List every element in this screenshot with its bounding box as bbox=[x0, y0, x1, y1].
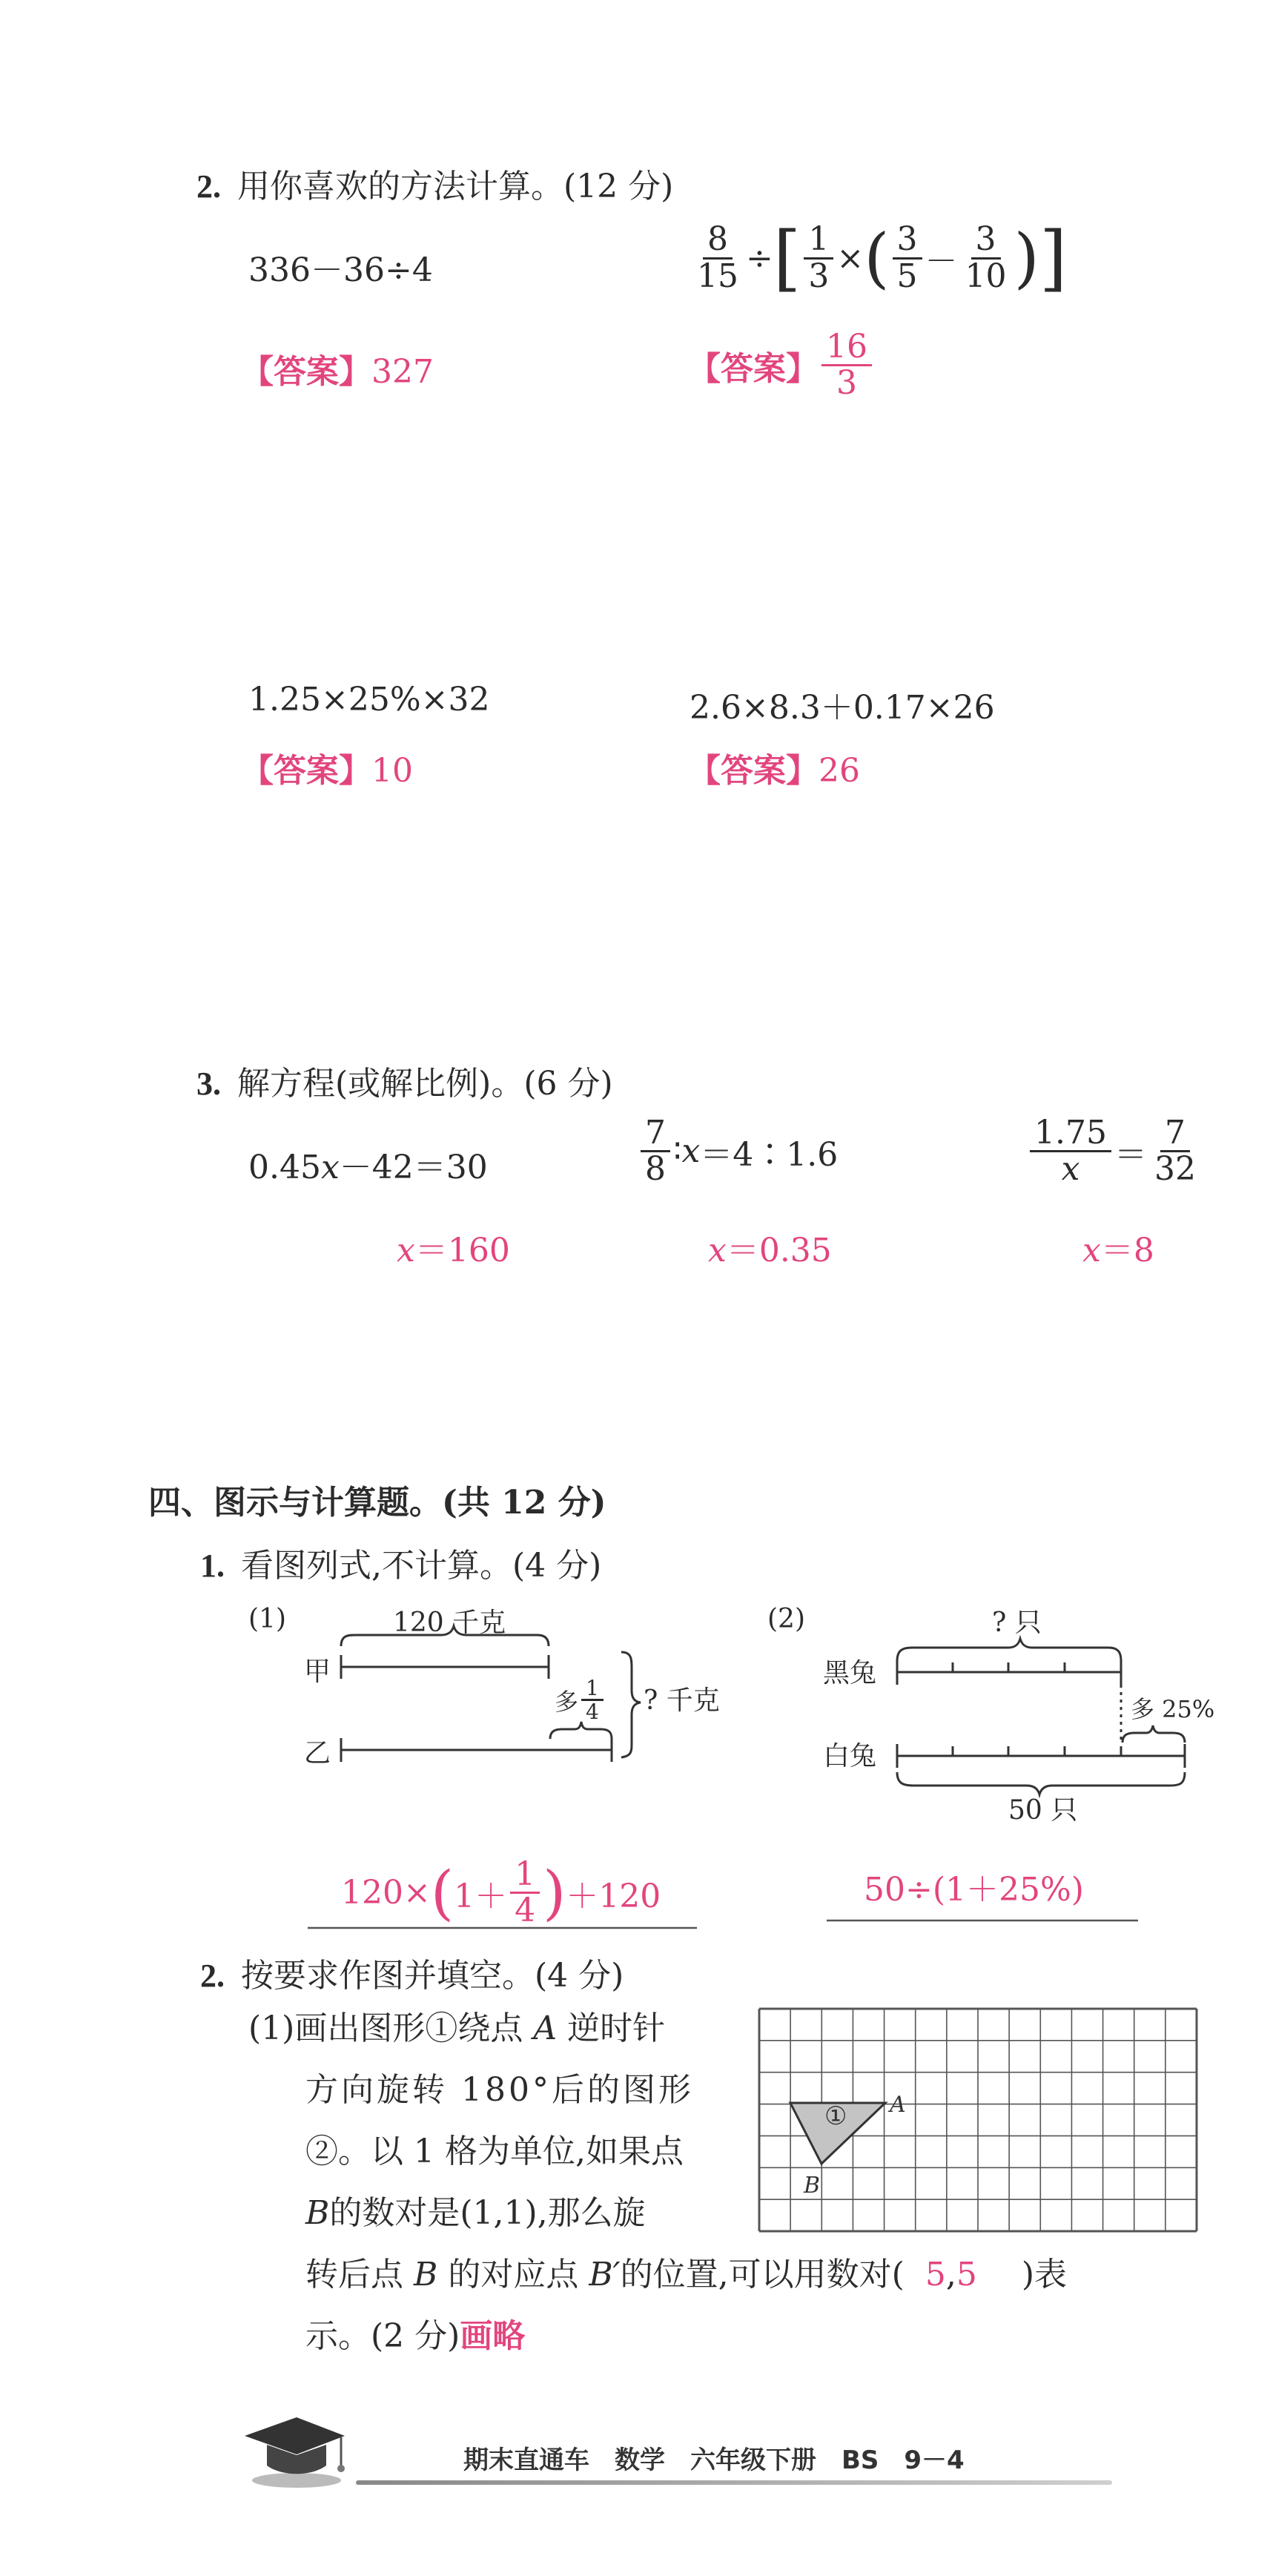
diagram1-row2-label: 乙 bbox=[304, 1738, 331, 1768]
diagram1-answer bbox=[341, 1857, 661, 1928]
eq-part: ∶ bbox=[673, 1132, 682, 1171]
diagram1-top-label: 120 千克 bbox=[393, 1608, 506, 1638]
denominator: 10 bbox=[965, 257, 1007, 295]
brace-total bbox=[621, 1652, 641, 1757]
diagram2-more-label: 多 25% bbox=[1131, 1695, 1215, 1723]
right-bracket: ] bbox=[1039, 217, 1068, 300]
answer-value: 26 bbox=[819, 752, 860, 790]
answer-label: 【答案】 bbox=[241, 353, 371, 391]
diagram2-row1-label: 黑兔 bbox=[823, 1658, 877, 1688]
numerator: 7 bbox=[1160, 1116, 1190, 1152]
paren-close: ) bbox=[543, 1857, 566, 1927]
text: 逆时针 bbox=[567, 2009, 666, 2047]
diagram1-total-label: ? 千克 bbox=[644, 1685, 720, 1716]
more-prefix: 多 bbox=[555, 1687, 579, 1716]
numerator: 16 bbox=[821, 330, 872, 366]
s4q2-line5 bbox=[305, 2245, 1067, 2305]
shape-1-label: ① bbox=[824, 2101, 847, 2131]
diagram2-label: (2) bbox=[767, 1604, 805, 1634]
operator: － bbox=[925, 242, 958, 280]
eq-part: ＝ bbox=[1114, 1135, 1147, 1174]
numerator: 3 bbox=[893, 222, 922, 259]
s4q2-number: 2. bbox=[200, 1958, 225, 1994]
text: 示。(2 分) bbox=[305, 2317, 460, 2355]
point-A: A bbox=[533, 2009, 558, 2047]
s4q2-line2: 方向旋转 180°后的图形 bbox=[305, 2071, 694, 2109]
denominator: 8 bbox=[645, 1150, 666, 1189]
answer-value: ＝0.35 bbox=[726, 1232, 832, 1269]
text: (1)画出图形①绕点 bbox=[248, 2009, 523, 2047]
answer-label: 【答案】 bbox=[688, 752, 819, 790]
diagram1-row1-label: 甲 bbox=[304, 1657, 331, 1687]
graduation-cap-icon bbox=[237, 2406, 348, 2495]
point-B-prime: B′ bbox=[589, 2256, 621, 2293]
answer-label: 【答案】 bbox=[688, 349, 819, 388]
answer-variable: x bbox=[708, 1232, 727, 1269]
s4q1-number: 1. bbox=[200, 1548, 225, 1584]
brace-120 bbox=[341, 1626, 549, 1646]
numerator: 3 bbox=[971, 222, 1001, 259]
diagram1-lines bbox=[341, 1626, 641, 1762]
text: )表 bbox=[1021, 2256, 1067, 2293]
q2-expr-4: 2.6×8.3＋0.17×26 bbox=[690, 689, 995, 727]
numerator: 1 bbox=[510, 1857, 540, 1894]
answer-label: 【答案】 bbox=[241, 752, 371, 790]
answer-x: 5 bbox=[925, 2256, 946, 2293]
diagram2-bottom-label: 50 只 bbox=[1008, 1795, 1078, 1826]
answer-part: ＋120 bbox=[566, 1877, 661, 1915]
eq-part: 0.45 bbox=[248, 1149, 321, 1186]
eq-part: －42＝30 bbox=[339, 1149, 488, 1186]
numerator: 1 bbox=[804, 222, 833, 259]
denominator: 32 bbox=[1154, 1150, 1196, 1189]
operator: ÷ bbox=[746, 239, 773, 277]
text: 的对应点 bbox=[448, 2256, 579, 2293]
diagram2-row2-label: 白兔 bbox=[823, 1741, 877, 1771]
q3-title: 解方程(或解比例)。(6 分) bbox=[237, 1065, 613, 1103]
s4q2-line3: ②。以 1 格为单位,如果点 bbox=[305, 2133, 684, 2170]
numerator: 7 bbox=[641, 1116, 670, 1152]
answer-part: 1＋ bbox=[454, 1877, 508, 1915]
denominator: 15 bbox=[697, 257, 738, 295]
brace-top bbox=[897, 1639, 1121, 1661]
numerator: 1 bbox=[581, 1677, 604, 1701]
s4q2-line1 bbox=[248, 1998, 665, 2059]
s4q2-line4 bbox=[305, 2183, 646, 2244]
footer-bar bbox=[356, 2480, 1112, 2485]
answer-value: 327 bbox=[371, 353, 434, 391]
q3-number: 3. bbox=[196, 1066, 221, 1102]
text: 的位置,可以用数对( bbox=[620, 2256, 905, 2293]
eq-variable: x bbox=[320, 1149, 340, 1186]
q2-expr-3: 1.25×25%×32 bbox=[248, 681, 490, 719]
eq-part: ＝4∶1.6 bbox=[700, 1135, 839, 1174]
right-paren: ) bbox=[1014, 219, 1039, 296]
comma: , bbox=[945, 2256, 956, 2293]
denominator: x bbox=[1061, 1150, 1080, 1189]
operator: × bbox=[836, 239, 864, 277]
answer-y: 5 bbox=[956, 2256, 977, 2293]
section4-title: 四、图示与计算题。(共 12 分) bbox=[148, 1484, 606, 1522]
answer-value: 10 bbox=[371, 752, 413, 790]
answer-variable: x bbox=[397, 1232, 415, 1269]
answer-value: ＝160 bbox=[414, 1232, 510, 1269]
s4q2-line6 bbox=[305, 2306, 525, 2367]
denominator: 3 bbox=[836, 364, 857, 403]
numerator: 8 bbox=[703, 222, 733, 259]
answer-fraction bbox=[510, 1857, 540, 1928]
q2-expr-1: 336－36÷4 bbox=[248, 251, 433, 289]
left-paren: ( bbox=[864, 219, 890, 296]
q2-number: 2. bbox=[196, 168, 221, 205]
brace-more bbox=[550, 1722, 612, 1739]
denominator: 3 bbox=[808, 257, 830, 295]
eq-variable: x bbox=[681, 1132, 701, 1171]
text: 转后点 bbox=[305, 2256, 403, 2293]
grid-point-A: A bbox=[890, 2092, 906, 2118]
denominator: 4 bbox=[515, 1892, 536, 1930]
answer-value: ＝8 bbox=[1100, 1232, 1154, 1269]
answer-text: 画略 bbox=[460, 2317, 526, 2355]
q2-title: 用你喜欢的方法计算。(12 分) bbox=[237, 168, 674, 205]
s4q2-title: 按要求作图并填空。(4 分) bbox=[241, 1957, 624, 1995]
numerator: 1.75 bbox=[1030, 1116, 1111, 1152]
s4q1-title: 看图列式,不计算。(4 分) bbox=[241, 1547, 602, 1585]
footer-text: 期末直通车 数学 六年级下册 BS 9－4 bbox=[463, 2445, 965, 2475]
diagram2-answer: 50÷(1＋25%) bbox=[864, 1871, 1084, 1909]
diagram2-top-label: ? 只 bbox=[992, 1608, 1042, 1638]
answer-variable: x bbox=[1082, 1232, 1101, 1269]
point-B: B bbox=[414, 2256, 438, 2293]
grid-point-B: B bbox=[804, 2173, 821, 2199]
denominator: 4 bbox=[586, 1700, 599, 1725]
paren-open: ( bbox=[430, 1857, 454, 1927]
denominator: 5 bbox=[896, 257, 918, 295]
point-B: B bbox=[305, 2194, 330, 2232]
answer-part: 120× bbox=[341, 1874, 431, 1912]
text: 的数对是(1,1),那么旋 bbox=[329, 2194, 646, 2232]
grid-figure bbox=[756, 2006, 1201, 2243]
s4q2-heading bbox=[200, 1949, 624, 1996]
brace-more bbox=[1122, 1725, 1185, 1743]
diagram1-label: (1) bbox=[248, 1604, 286, 1634]
left-bracket: [ bbox=[773, 217, 801, 300]
